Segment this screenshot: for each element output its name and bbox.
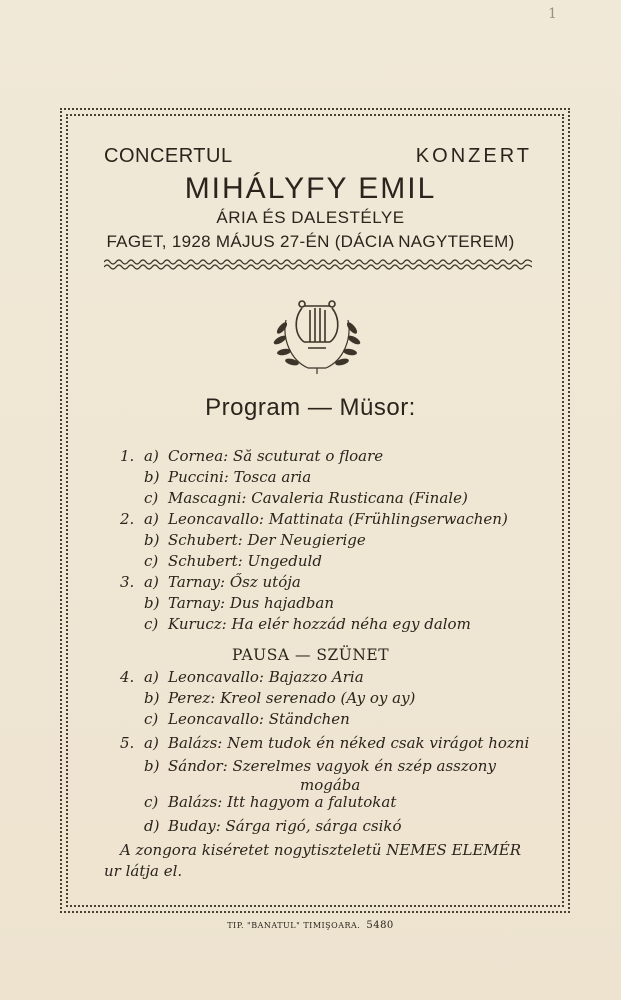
accompaniment-line-1: A zongora kiséretet nogytiszteletü NEMES ELEMÉR xyxy=(120,841,522,859)
item-letter: b) xyxy=(144,531,160,549)
item-letter: a) xyxy=(144,734,159,752)
ornamental-rule xyxy=(104,258,532,270)
item-letter: b) xyxy=(144,689,160,707)
item-text: Tarnay: Dus hajadban xyxy=(168,594,335,612)
printer-label: TIP. "BANATUL" TIMIŞOARA. xyxy=(227,921,361,930)
pencil-mark: 1 xyxy=(548,6,557,22)
item-letter: d) xyxy=(144,817,160,835)
item-number: 4. xyxy=(120,668,135,686)
item-letter: c) xyxy=(144,552,159,570)
header-german: KONZERT xyxy=(415,145,532,167)
item-text: Buday: Sárga rigó, sárga csikó xyxy=(168,817,402,835)
event-venue: FAGET, 1928 MÁJUS 27-ÉN (DÁCIA NAGYTEREM) xyxy=(106,232,515,251)
item-letter: b) xyxy=(144,757,160,775)
item-text: Cornea: Să scuturat o floare xyxy=(168,447,384,465)
item-letter: c) xyxy=(144,793,159,811)
item-text: Balázs: Nem tudok én néked csak virágot hozni xyxy=(168,734,530,752)
printer-number: 5480 xyxy=(366,920,394,931)
intermission-label: PAUSA — SZÜNET xyxy=(231,646,390,664)
item-text: Puccini: Tosca aria xyxy=(168,468,312,486)
accompaniment-line-2: ur látja el. xyxy=(104,862,183,880)
item-text: Leoncavallo: Ständchen xyxy=(168,710,350,728)
item-text: Leoncavallo: Bajazzo Aria xyxy=(168,668,364,686)
item-letter: b) xyxy=(144,468,160,486)
item-text: Mascagni: Cavaleria Rusticana (Finale) xyxy=(168,489,468,507)
item-letter: a) xyxy=(144,573,159,591)
item-text: Sándor: Szerelmes vagyok én szép asszony xyxy=(168,757,496,775)
item-letter: c) xyxy=(144,489,159,507)
item-letter: c) xyxy=(144,710,159,728)
item-letter: a) xyxy=(144,510,159,528)
item-text: Schubert: Ungeduld xyxy=(168,552,322,570)
item-number: 5. xyxy=(120,734,135,752)
header-row xyxy=(104,145,532,173)
item-number: 2. xyxy=(120,510,135,528)
program-title: Program — Müsor: xyxy=(205,394,416,421)
item-text: Kurucz: Ha elér hozzád néha egy dalom xyxy=(168,615,471,633)
item-letter: a) xyxy=(144,447,159,465)
item-text: Schubert: Der Neugierige xyxy=(168,531,366,549)
item-text: Tarnay: Ősz utója xyxy=(168,573,301,591)
item-number: 3. xyxy=(120,573,135,591)
item-text: Balázs: Itt hagyom a falutokat xyxy=(168,793,397,811)
item-text: Perez: Kreol serenado (Ay oy ay) xyxy=(168,689,416,707)
item-letter: a) xyxy=(144,668,159,686)
printer-imprint xyxy=(0,920,621,931)
item-number: 1. xyxy=(120,447,135,465)
singer-name: MIHÁLYFY EMIL xyxy=(184,172,437,205)
item-letter: c) xyxy=(144,615,159,633)
item-text-continued: mogába xyxy=(300,776,361,794)
item-letter: b) xyxy=(144,594,160,612)
item-text: Leoncavallo: Mattinata (Frühlingserwachen) xyxy=(168,510,508,528)
header-romanian: CONCERTUL xyxy=(104,145,233,167)
lyre-wreath-icon xyxy=(268,288,366,378)
event-subtitle: ÁRIA ÉS DALESTÉLYE xyxy=(216,208,405,227)
